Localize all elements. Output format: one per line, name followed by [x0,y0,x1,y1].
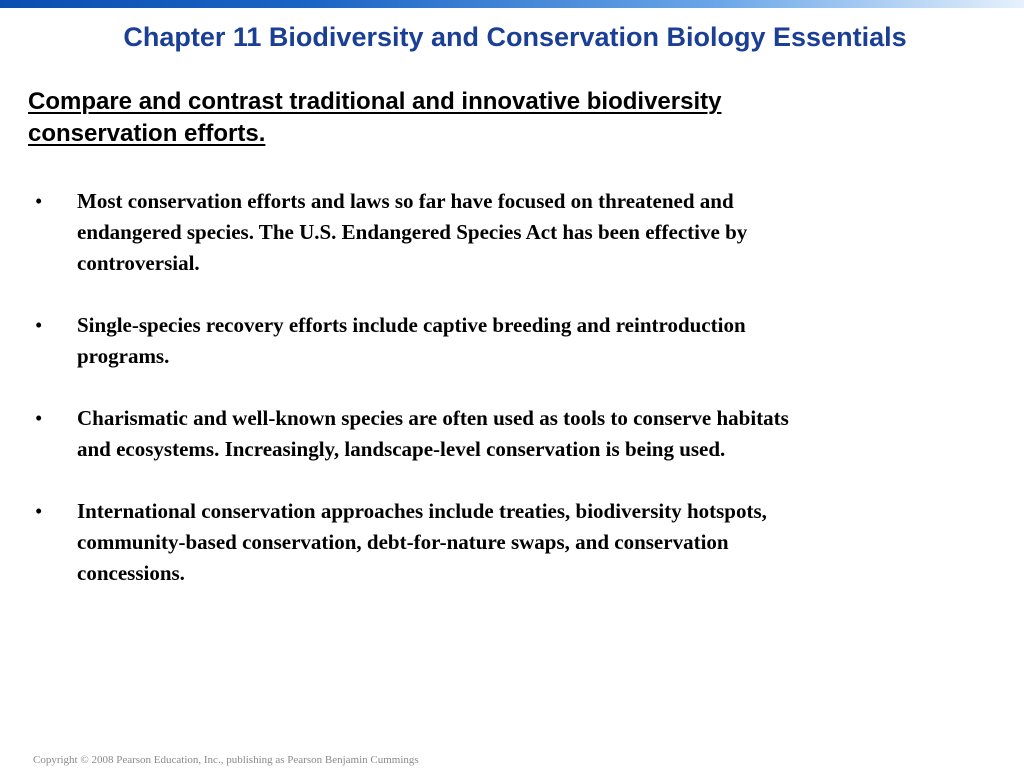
bullet-symbol: • [35,189,43,213]
bullet-1-line-2: endangered species. The U.S. Endangered Species Act has been effective by [77,220,748,244]
bullet-item-4 [0,496,1000,589]
bullet-2-line-1: Single-species recovery efforts include captive breeding and reintroduction [77,313,746,337]
bullet-3-line-1: Charismatic and well-known species are often used as tools to conserve habitats [77,406,789,430]
bullet-4-line-2: community-based conservation, debt-for-nature swaps, and conservation [77,530,729,554]
bullet-4-line-1: International conservation approaches include treaties, biodiversity hotspots, [77,499,767,523]
bullet-symbol: • [35,313,43,337]
bullet-3-line-2: and ecosystems. Increasingly, landscape-level conservation is being used. [77,437,726,461]
bullet-2-line-2: programs. [77,344,170,368]
bullet-1-line-1: Most conservation efforts and laws so far have focused on threatened and [77,189,734,213]
copyright-footer: Copyright © 2008 Pearson Education, Inc., publishing as Pearson Benjamin Cummings [33,754,419,766]
bullet-item-1 [0,186,1000,279]
top-gradient-bar [0,0,1024,8]
slide-subtitle-line-1: Compare and contrast traditional and innovative biodiversity [28,88,722,115]
bullet-4-line-3: concessions. [77,561,185,585]
slide-subtitle [28,86,928,150]
bullet-item-3 [0,403,1000,465]
bullet-symbol: • [35,499,43,523]
bullet-list [0,186,1000,620]
bullet-1-line-3: controversial. [77,251,200,275]
bullet-item-2 [0,310,1000,372]
bullet-symbol: • [35,406,43,430]
slide-subtitle-line-2: conservation efforts. [28,120,266,147]
slide-title: Chapter 11 Biodiversity and Conservation Biology Essentials [123,22,907,52]
